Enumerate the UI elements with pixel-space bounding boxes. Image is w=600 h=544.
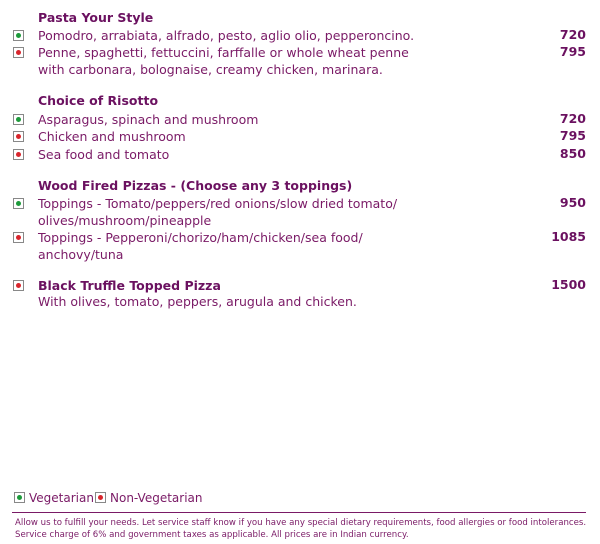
item-description: Pomodro, arrabiata, alfrado, pesto, aglio olio, pepperoncino. — [38, 28, 415, 43]
legend-label: Vegetarian — [29, 491, 94, 505]
section-title: Pasta Your Style — [38, 10, 154, 25]
item-description: Toppings - Tomato/peppers/red onions/slow dried tomato/ olives/mushroom/pineapple — [38, 196, 398, 228]
item-price: 795 — [559, 128, 586, 143]
item-price: 720 — [559, 27, 586, 42]
item-description: Chicken and mushroom — [38, 129, 186, 144]
item-description: With olives, tomato, peppers, arugula and chicken. — [38, 294, 357, 309]
item-price: 850 — [559, 146, 586, 161]
veg-icon — [14, 492, 25, 503]
veg-icon — [13, 30, 24, 41]
veg-icon — [13, 114, 24, 125]
section-title: Choice of Risotto — [38, 93, 159, 108]
non-veg-icon — [13, 232, 24, 243]
section-title: Wood Fired Pizzas - (Choose any 3 toppings) — [38, 178, 353, 193]
non-veg-icon — [13, 149, 24, 160]
item-price: 1500 — [551, 277, 586, 292]
legend-label: Non-Vegetarian — [110, 491, 203, 505]
footer-line: Service charge of 6% and government taxes as applicable. All prices are in Indian currency. — [15, 530, 409, 540]
non-veg-icon — [13, 131, 24, 142]
item-description: Sea food and tomato — [38, 147, 170, 162]
item-price: 795 — [559, 44, 586, 59]
footer-line: Allow us to fulfill your needs. Let service staff know if you have any special dietary requirements, food allergies or food intolerances. — [15, 518, 587, 528]
item-title: Black Truffle Topped Pizza — [38, 278, 221, 293]
footer-divider — [12, 512, 586, 513]
non-veg-icon — [13, 47, 24, 58]
item-description: Toppings - Pepperoni/chorizo/ham/chicken/sea food/ anchovy/tuna — [38, 230, 363, 262]
footer-notes — [15, 517, 586, 541]
non-veg-icon — [95, 492, 106, 503]
veg-icon — [13, 198, 24, 209]
item-price: 1085 — [551, 229, 586, 244]
item-price: 720 — [559, 111, 586, 126]
item-description: Asparagus, spinach and mushroom — [38, 112, 259, 127]
non-veg-icon — [13, 280, 24, 291]
item-price: 950 — [559, 195, 586, 210]
item-description: Penne, spaghetti, fettuccini, farffalle or whole wheat penne with carbonara, bolognaise, creamy chicken, marinara. — [38, 45, 409, 77]
